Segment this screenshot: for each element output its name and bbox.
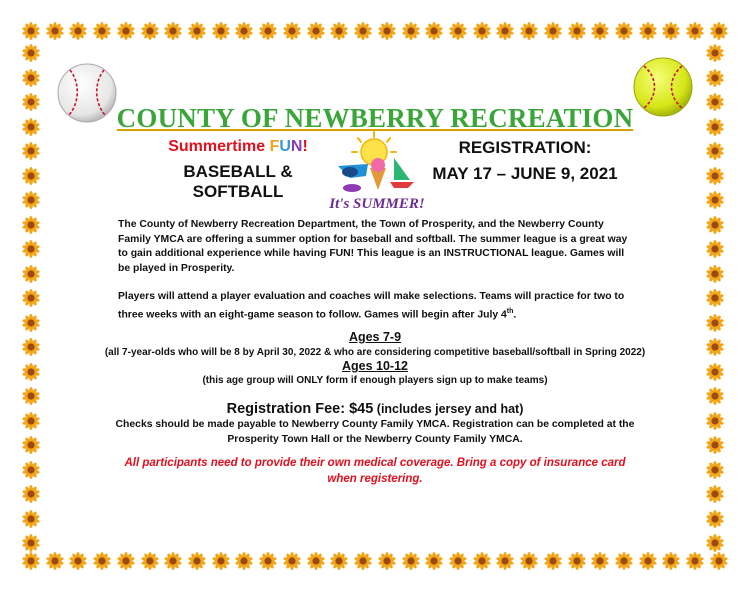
sailboat-icon <box>390 158 414 188</box>
fun-letter-u: U <box>279 138 291 155</box>
sunflower-icon <box>212 22 230 40</box>
sunflower-icon <box>496 552 514 570</box>
sunflower-icon <box>378 22 396 40</box>
sunflower-icon <box>330 22 348 40</box>
sunflower-icon <box>686 552 704 570</box>
ages-10-12-heading: Ages 10-12 <box>341 359 408 373</box>
sunflower-icon <box>402 552 420 570</box>
sunflower-icon <box>22 485 40 503</box>
sunflower-icon <box>706 69 724 87</box>
sunflower-icon <box>544 552 562 570</box>
evaluation-end: . <box>513 308 517 320</box>
fun-word <box>270 138 303 155</box>
sunflower-icon <box>141 22 159 40</box>
sunflower-icon <box>22 167 40 185</box>
ice-cream-icon <box>370 158 386 190</box>
sunflower-icon <box>164 22 182 40</box>
sunflower-icon <box>615 552 633 570</box>
sunflower-icon <box>686 22 704 40</box>
sunflower-icon <box>615 22 633 40</box>
medical-coverage-notice: All participants need to provide their own medical coverage. Bring a copy of insurance card when registering. <box>124 457 626 485</box>
flip-flops-icon <box>343 184 361 192</box>
sunflower-icon <box>568 22 586 40</box>
sunflower-icon <box>354 22 372 40</box>
sunflower-icon <box>22 552 40 570</box>
sunflower-icon <box>706 534 724 552</box>
sunflower-icon <box>69 552 87 570</box>
checks-paragraph: Checks should be made payable to Newberry County Family YMCA. Registration can be completed at the Prosperity Town Hall or the Newberry County Family YMCA. <box>115 419 635 445</box>
sunflower-icon <box>591 552 609 570</box>
sunflower-icon <box>706 289 724 307</box>
sunflower-icon <box>706 240 724 258</box>
sunflower-icon <box>706 314 724 332</box>
sunflower-icon <box>22 461 40 479</box>
sunflower-icon <box>69 22 87 40</box>
sunflower-icon <box>496 22 514 40</box>
header-right <box>425 138 625 184</box>
sunflower-icon <box>639 552 657 570</box>
ages-7-9-note: (all 7-year-olds who will be 8 by April 30, 2022 & who are considering competitive baseball/softball in Spring 2022) <box>104 347 646 358</box>
sunflower-icon <box>449 552 467 570</box>
sunflower-icon <box>22 216 40 234</box>
sunflower-icon <box>164 552 182 570</box>
registration-dates: MAY 17 – JUNE 9, 2021 <box>432 164 618 183</box>
sunflower-icon <box>259 552 277 570</box>
sunflower-icon <box>706 167 724 185</box>
sunflower-icon <box>307 552 325 570</box>
sunflower-icon <box>473 552 491 570</box>
sunflower-icon <box>710 22 728 40</box>
sunflower-icon <box>22 289 40 307</box>
sunflower-icon <box>639 22 657 40</box>
sunflower-icon <box>93 22 111 40</box>
sunflower-icon <box>22 44 40 62</box>
its-summer-logo <box>328 128 426 214</box>
sunflower-icon <box>354 552 372 570</box>
fun-letter-f: F <box>269 138 280 155</box>
sunflower-icon <box>710 552 728 570</box>
ages-10-12-note: (this age group will ONLY form if enough players sign up to make teams) <box>202 375 548 386</box>
sunflower-icon <box>425 22 443 40</box>
sunflower-icon <box>93 552 111 570</box>
its-summer-text: It's SUMMER! <box>329 196 425 212</box>
sunflower-icon <box>22 510 40 528</box>
sunflower-icon <box>307 22 325 40</box>
registration-fee: Registration Fee: $45 <box>226 401 374 417</box>
sunflower-icon <box>706 44 724 62</box>
sunflower-icon <box>520 552 538 570</box>
sunflower-icon <box>473 22 491 40</box>
sunflower-icon <box>283 552 301 570</box>
sunflower-icon <box>544 22 562 40</box>
summertime-fun-line <box>138 138 338 156</box>
sunflower-icon <box>591 22 609 40</box>
sunflower-icon <box>706 142 724 160</box>
sunflower-icon <box>425 552 443 570</box>
sunflower-icon <box>259 22 277 40</box>
sunflower-icon <box>46 22 64 40</box>
ages-7-9-heading: Ages 7-9 <box>348 330 402 344</box>
registration-fee-line <box>0 400 750 418</box>
sunflower-icon <box>22 191 40 209</box>
summertime-exclaim: ! <box>302 138 308 155</box>
sunflower-icon <box>378 552 396 570</box>
summertime-label: Summertime <box>168 138 270 155</box>
sunflower-icon <box>22 69 40 87</box>
sunflower-icon <box>22 534 40 552</box>
page-title: COUNTY OF NEWBERRY RECREATION <box>116 103 634 133</box>
sunflower-icon <box>235 552 253 570</box>
sport-label: BASEBALL & SOFTBALL <box>183 162 293 201</box>
sunflower-icon <box>46 552 64 570</box>
sunflower-icon <box>235 22 253 40</box>
sunflower-icon <box>22 240 40 258</box>
header-left <box>138 138 338 202</box>
sunflower-icon <box>212 552 230 570</box>
flower-border-bottom <box>22 552 728 574</box>
sunflower-icon <box>283 22 301 40</box>
sunflower-icon <box>706 510 724 528</box>
sunflower-icon <box>22 314 40 332</box>
sunglasses-icon <box>338 164 368 178</box>
flower-border-top <box>22 22 728 44</box>
evaluation-sup: th <box>506 307 514 315</box>
sunflower-icon <box>706 191 724 209</box>
sunflower-icon <box>188 552 206 570</box>
evaluation-text: Players will attend a player evaluation and coaches will make selections. Teams will practice for two to three weeks with an eight-game season to follow. Games will begin after July 4 <box>118 291 625 320</box>
evaluation-paragraph <box>118 290 638 322</box>
sunflower-icon <box>141 552 159 570</box>
sunflower-icon <box>662 22 680 40</box>
sunflower-icon <box>706 485 724 503</box>
sunflower-icon <box>662 552 680 570</box>
sunflower-icon <box>22 436 40 454</box>
sunflower-icon <box>520 22 538 40</box>
sunflower-icon <box>706 265 724 283</box>
sunflower-icon <box>449 22 467 40</box>
sunflower-icon <box>22 142 40 160</box>
intro-paragraph: The County of Newberry Recreation Department, the Town of Prosperity, and the Newberry County Family YMCA are offering a summer option for baseball and softball. The summer league is a great way to gain additional experience while having FUN! This league is an INSTRUCTIONAL league. Games will be played in Prosperity. <box>118 219 628 274</box>
sunflower-icon <box>706 461 724 479</box>
sunflower-icon <box>402 22 420 40</box>
sunflower-icon <box>568 552 586 570</box>
sunflower-icon <box>330 552 348 570</box>
registration-fee-note: (includes jersey and hat) <box>373 402 524 416</box>
sunflower-icon <box>117 22 135 40</box>
sunflower-icon <box>706 216 724 234</box>
sunflower-icon <box>22 22 40 40</box>
sunflower-icon <box>117 552 135 570</box>
registration-label: REGISTRATION: <box>458 138 592 157</box>
fun-letter-n: N <box>290 138 303 155</box>
sunflower-icon <box>706 436 724 454</box>
sunflower-icon <box>188 22 206 40</box>
sunflower-icon <box>22 265 40 283</box>
